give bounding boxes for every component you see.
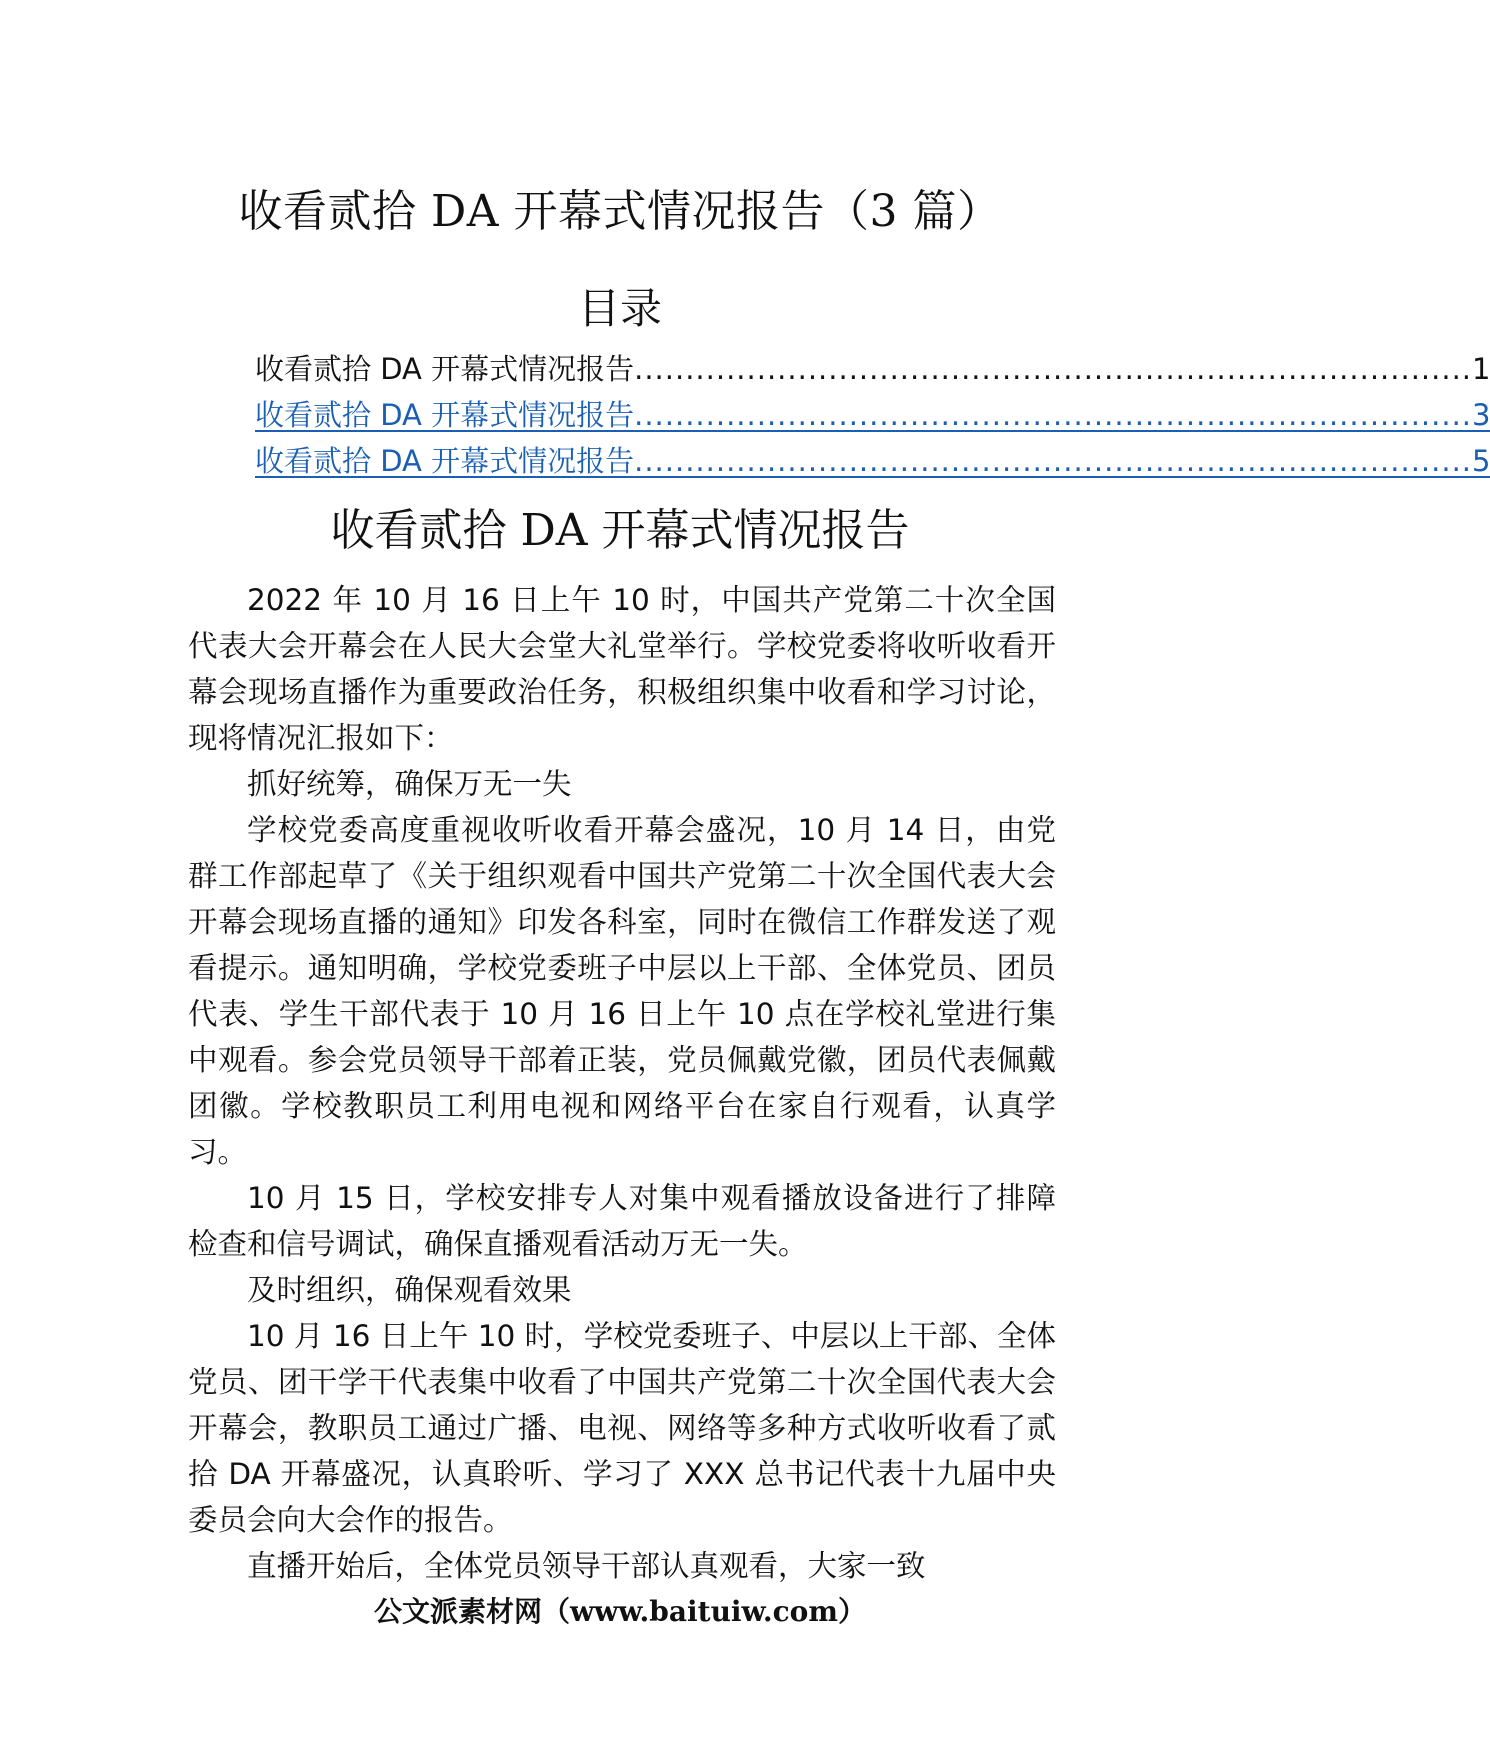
toc-entry-text: 收看贰拾 DA 开幕式情况报告 bbox=[255, 398, 635, 432]
toc-entry-page: 3 bbox=[1472, 398, 1490, 432]
paragraph-notice: 学校党委高度重视收听收看开幕会盛况，10 月 14 日，由党群工作部起草了《关于组织观看中国共产党第二十次全国代表大会开幕会现场直播的通知》印发各科室，同时在微信工作群发送了观看提示。通知明确，学校党委班子中层以上干部、全体党员、团员代表、学生干部代表于 10 月 16 日上午 10 点在学校礼堂进行集中观看。参会党员领导干部着正装，党员佩戴党徽，团员代表佩戴团徽。学校教职员工利用电视和网络平台在家自行观看，认真学习。 bbox=[188, 813, 1056, 1169]
subheading-organization: 及时组织，确保观看效果 bbox=[247, 1273, 572, 1307]
toc-entry-page: 1 bbox=[1472, 352, 1490, 386]
toc-leader-dots: .................................................................................. bbox=[634, 444, 1473, 478]
paragraph-intro: 2022 年 10 月 16 日上午 10 时，中国共产党第二十次全国代表大会开幕会在人民大会堂大礼堂举行。学校党委将收听收看开幕会现场直播作为重要政治任务，积极组织集中收看和学习讨论，现将情况汇报如下： bbox=[188, 583, 1056, 755]
toc-entry-text: 收看贰拾 DA 开幕式情况报告 bbox=[255, 352, 635, 386]
document-title: 收看贰拾 DA 开幕式情况报告（3 篇） bbox=[238, 186, 1002, 237]
paragraph-equipment-check: 10 月 15 日，学校安排专人对集中观看播放设备进行了排障检查和信号调试，确保直播观看活动万无一失。 bbox=[188, 1181, 1056, 1261]
subheading-coordination: 抓好统筹，确保万无一失 bbox=[247, 767, 572, 801]
toc-entry-1[interactable] bbox=[255, 346, 1490, 392]
toc-heading: 目录 bbox=[577, 284, 662, 333]
toc-entry-2-link[interactable] bbox=[255, 392, 1490, 438]
report-body bbox=[188, 577, 1056, 1589]
toc-entry-3-link[interactable] bbox=[255, 438, 1490, 484]
toc-leader-dots: .................................................................................. bbox=[634, 352, 1473, 386]
paragraph-viewing: 10 月 16 日上午 10 时，学校党委班子、中层以上干部、全体党员、团干学干代表集中收看了中国共产党第二十次全国代表大会开幕会，教职员工通过广播、电视、网络等多种方式收听收看了贰拾 DA 开幕盛况，认真聆听、学习了 XXX 总书记代表十九届中央委员会向大会作的报告。 bbox=[188, 1319, 1056, 1537]
paragraph-broadcast-start: 直播开始后，全体党员领导干部认真观看，大家一致 bbox=[247, 1549, 926, 1583]
table-of-contents bbox=[255, 346, 1490, 484]
section-heading: 收看贰拾 DA 开幕式情况报告 bbox=[330, 505, 910, 556]
toc-entry-page: 5 bbox=[1472, 444, 1490, 478]
page-footer-watermark: 公文派素材网（www.baituiw.com） bbox=[374, 1595, 866, 1628]
toc-entry-text: 收看贰拾 DA 开幕式情况报告 bbox=[255, 444, 635, 478]
toc-leader-dots: .................................................................................. bbox=[634, 398, 1473, 432]
